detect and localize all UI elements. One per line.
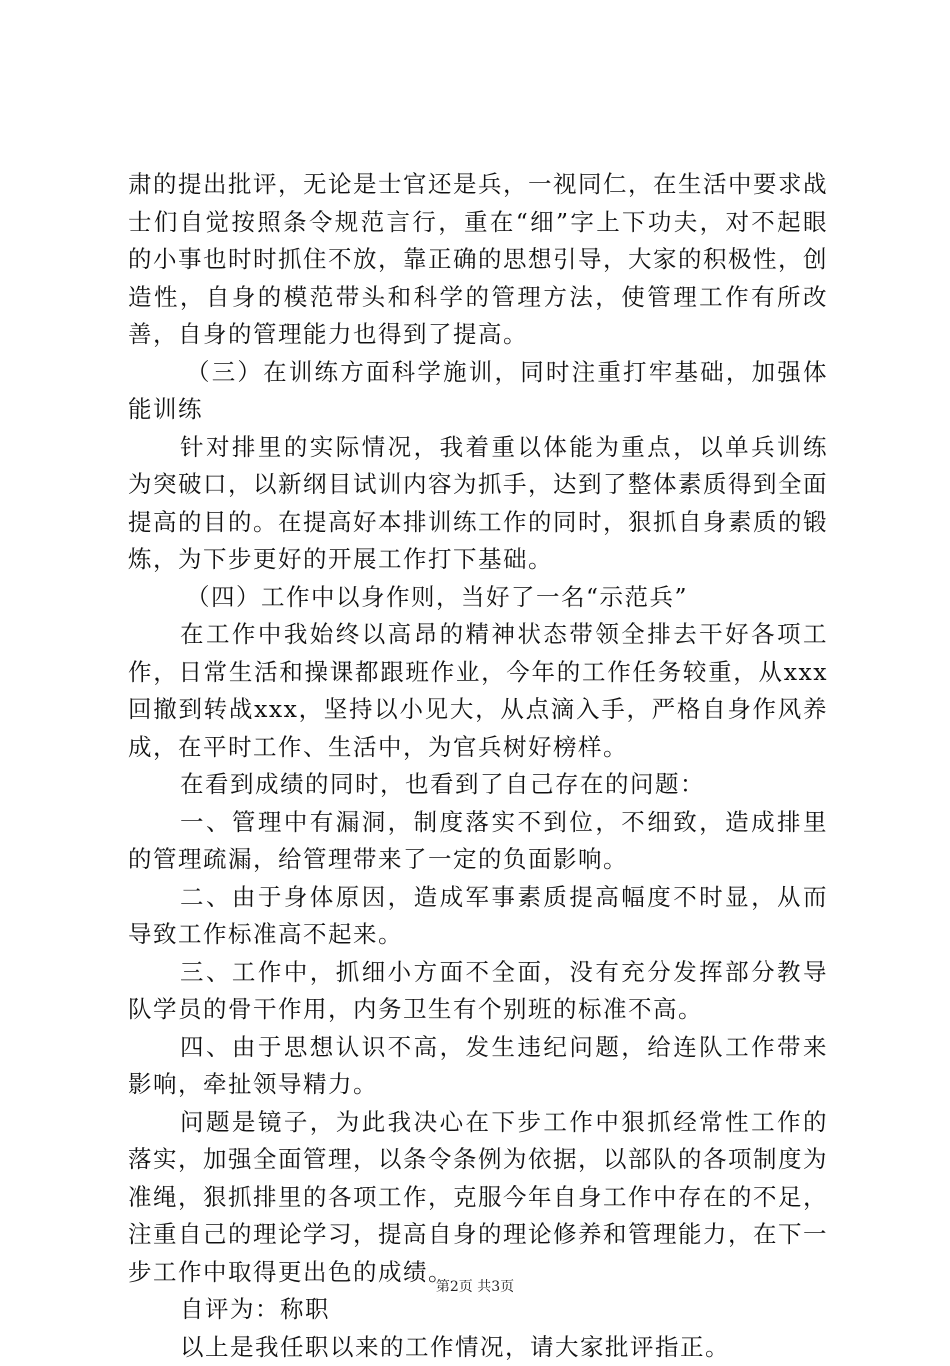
paragraph-resolution: 问题是镜子，为此我决心在下步工作中狠抓经常性工作的落实，加强全面管理，以条令条例为依据，以部队的各项制度为准绳，狠抓排里的各项工作，克服今年自身工作中存在的不足，注重自己的理论学习，提高自身的理论修养和管理能力，在下一步工作中取得更出色的成绩。 (128, 1104, 828, 1292)
paragraph-problems-intro: 在看到成绩的同时，也看到了自己存在的问题： (128, 766, 828, 804)
paragraph-example: 在工作中我始终以高昂的精神状态带领全排去干好各项工作，日常生活和操课都跟班作业，今年的工作任务较重，从xxx回撤到转战xxx，坚持以小见大，从点滴入手，严格自身作风养成，在平时工作、生活中，为官兵树好榜样。 (128, 616, 828, 766)
self-evaluation: 自评为：称职 (128, 1291, 828, 1329)
page-number-footer: 第2页 共3页 (0, 1277, 950, 1297)
paragraph-management-continued: 肃的提出批评，无论是士官还是兵，一视同仁，在生活中要求战士们自觉按照条令规范言行，重在“细”字上下功夫，对不起眼的小事也时时抓住不放，靠正确的思想引导，大家的积极性，创造性，自身的模范带头和科学的管理方法，使管理工作有所改善，自身的管理能力也得到了提高。 (128, 166, 828, 354)
document-body (128, 166, 828, 1366)
section-heading-example: （四）工作中以身作则，当好了一名“示范兵” (128, 579, 828, 617)
problem-item-4: 四、由于思想认识不高，发生违纪问题，给连队工作带来影响，牵扯领导精力。 (128, 1029, 828, 1104)
problem-item-2: 二、由于身体原因，造成军事素质提高幅度不时显，从而导致工作标准高不起来。 (128, 879, 828, 954)
closing-statement: 以上是我任职以来的工作情况，请大家批评指正。 (128, 1329, 828, 1366)
section-heading-training: （三）在训练方面科学施训，同时注重打牢基础，加强体能训练 (128, 354, 828, 429)
paragraph-training: 针对排里的实际情况，我着重以体能为重点，以单兵训练为突破口，以新纲目试训内容为抓手，达到了整体素质得到全面提高的目的。在提高好本排训练工作的同时，狠抓自身素质的锻炼，为下步更好的开展工作打下基础。 (128, 429, 828, 579)
problem-item-1: 一、管理中有漏洞，制度落实不到位，不细致，造成排里的管理疏漏，给管理带来了一定的负面影响。 (128, 804, 828, 879)
problem-item-3: 三、工作中，抓细小方面不全面，没有充分发挥部分教导队学员的骨干作用，内务卫生有个别班的标准不高。 (128, 954, 828, 1029)
